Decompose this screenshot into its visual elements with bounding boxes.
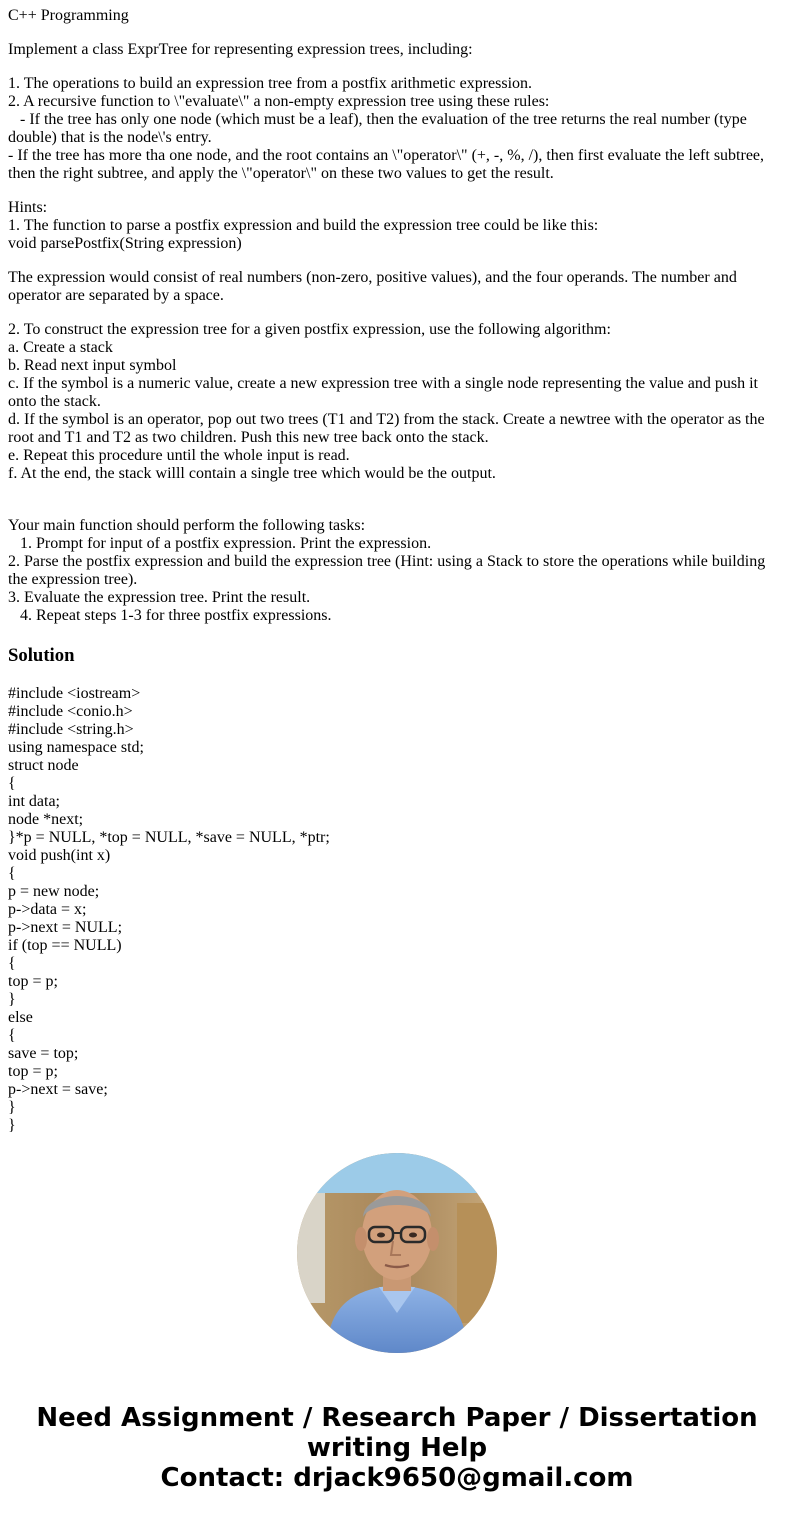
task-1: 1. Prompt for input of a postfix expression. Print the expression. [8, 535, 432, 552]
code-line: #include <conio.h> [8, 703, 133, 720]
footer-line-1: Need Assignment / Research Paper / Dissertation [36, 1403, 758, 1433]
rule-1: - If the tree has only one node (which must be a leaf), then the evaluation of the tree returns the real number (type double) that is the node\'s entry. [8, 111, 751, 146]
footer-line-2: writing Help [306, 1433, 488, 1463]
code-line: } [8, 991, 16, 1008]
code-line: { [8, 775, 16, 792]
code-line: if (top == NULL) [8, 937, 122, 954]
task-2: 2. Parse the postfix expression and build the expression tree (Hint: using a Stack to store the operations while building the expression tree). [8, 553, 770, 588]
code-line: else [8, 1009, 33, 1026]
hint-1-signature: void parsePostfix(String expression) [8, 235, 242, 252]
author-photo [297, 1153, 497, 1353]
code-line: #include <string.h> [8, 721, 134, 738]
code-line: using namespace std; [8, 739, 144, 756]
requirement-1: 1. The operations to build an expression tree from a postfix arithmetic expression. [8, 75, 533, 92]
code-line: p->next = save; [8, 1081, 108, 1098]
step-c: c. If the symbol is a numeric value, create a new expression tree with a single node representing the value and push it onto the stack. [8, 375, 762, 410]
solution-code [8, 685, 778, 1134]
rule-2: - If the tree has more tha one node, and the root contains an \"operator\" (+, -, %, /), then first evaluate the left subtree, then the right subtree, and apply the \"operator\" on these two values to get the result. [8, 147, 769, 182]
expression-description: The expression would consist of real numbers (non-zero, positive values), and the four operands. The number and operator are separated by a space. [8, 269, 741, 304]
code-line: p->next = NULL; [8, 919, 123, 936]
code-line: node *next; [8, 811, 84, 828]
task-3: 3. Evaluate the expression tree. Print the result. [8, 589, 311, 606]
code-line: p->data = x; [8, 901, 87, 918]
code-line: { [8, 955, 16, 972]
code-line: { [8, 1027, 16, 1044]
hint-2: 2. To construct the expression tree for a given postfix expression, use the following algorithm: [8, 321, 611, 338]
step-d: d. If the symbol is an operator, pop out two trees (T1 and T2) from the stack. Create a newtree with the operator as the root and T1 and T2 as two children. Push this new tree back onto the stack. [8, 411, 769, 446]
code-line: } [8, 1099, 16, 1116]
code-line: int data; [8, 793, 60, 810]
step-e: e. Repeat this procedure until the whole input is read. [8, 447, 350, 464]
code-line: #include <iostream> [8, 685, 141, 702]
code-line: save = top; [8, 1045, 79, 1062]
question-title: C++ Programming [8, 7, 129, 24]
author-portrait-image [297, 1153, 497, 1353]
step-b: b. Read next input symbol [8, 357, 177, 374]
step-a: a. Create a stack [8, 339, 113, 356]
footer-advert [0, 1403, 794, 1493]
code-line: { [8, 865, 16, 882]
code-line: }*p = NULL, *top = NULL, *save = NULL, *ptr; [8, 829, 330, 846]
document-body [8, 7, 778, 1134]
code-line: top = p; [8, 1063, 58, 1080]
code-line: top = p; [8, 973, 58, 990]
task-4: 4. Repeat steps 1-3 for three postfix expressions. [8, 607, 332, 624]
step-f: f. At the end, the stack willl contain a single tree which would be the output. [8, 465, 496, 482]
question-intro: Implement a class ExprTree for representing expression trees, including: [8, 41, 473, 58]
hint-1: 1. The function to parse a postfix expression and build the expression tree could be like this: [8, 217, 599, 234]
footer-contact: Contact: drjack9650@gmail.com [160, 1463, 634, 1493]
requirement-2: 2. A recursive function to \"evaluate\" a non-empty expression tree using these rules: [8, 93, 550, 110]
main-intro: Your main function should perform the following tasks: [8, 517, 366, 534]
solution-heading: Solution [8, 645, 75, 666]
hints-label: Hints: [8, 199, 48, 216]
code-line: } [8, 1117, 16, 1134]
code-line: struct node [8, 757, 79, 774]
code-line: p = new node; [8, 883, 100, 900]
code-line: void push(int x) [8, 847, 111, 864]
